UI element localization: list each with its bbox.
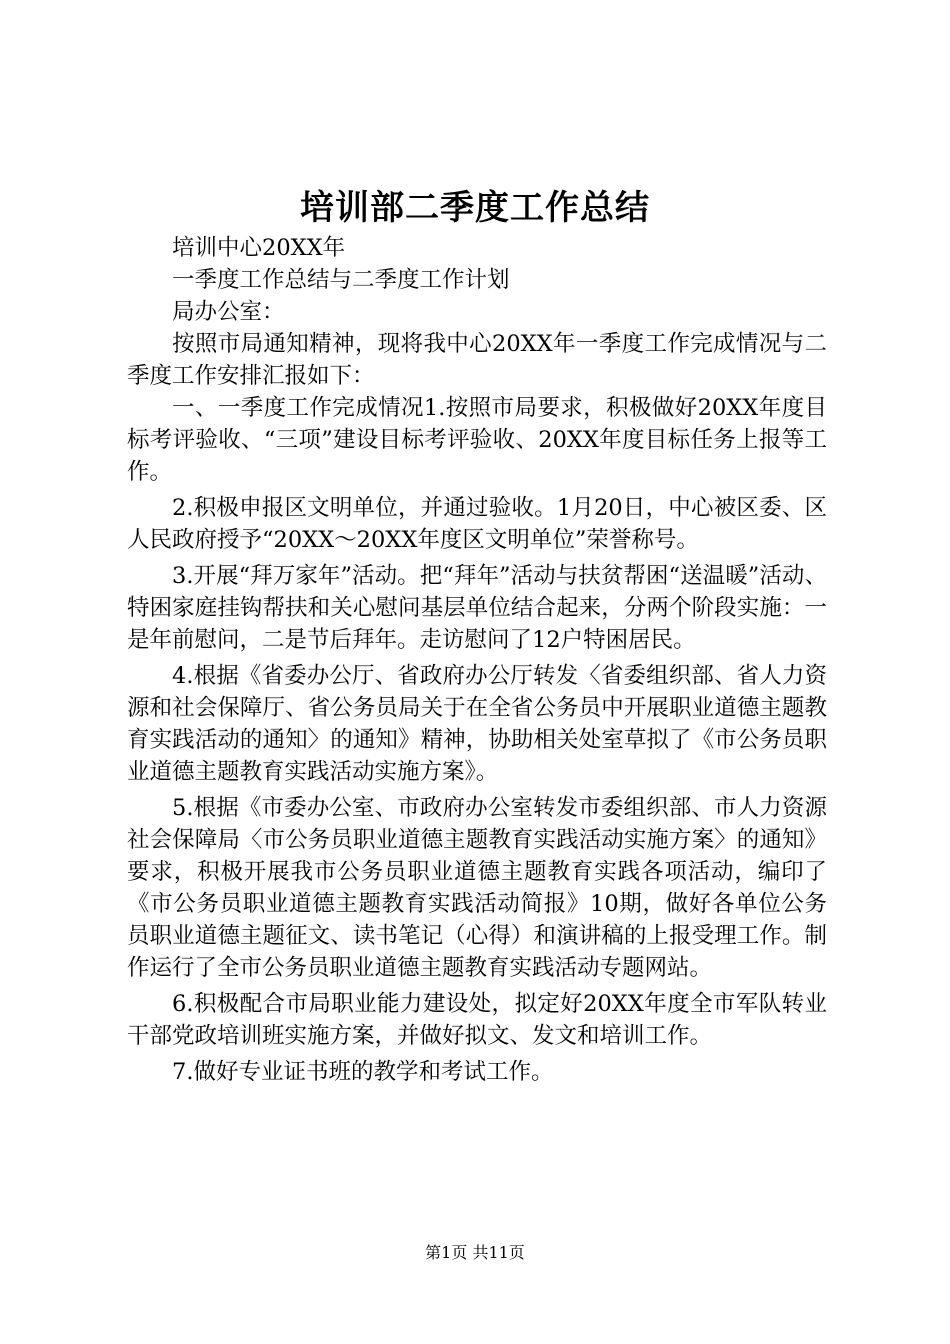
paragraph-item-1: 一、一季度工作完成情况1.按照市局要求，积极做好20XX年度目标考评验收、“三项”建设目标考评验收、20XX年度目标任务上报等工作。 (127, 395, 827, 485)
paragraph-item-7: 7.做好专业证书班的教学和考试工作。 (172, 1059, 554, 1085)
paragraph-item-3: 3.开展“拜万家年”活动。把“拜年”活动与扶贫帮困“送温暖”活动、特困家庭挂钩帮扶和关心慰问基层单位结合起来，分两个阶段实施：一是年前慰问，二是节后拜年。走访慰问了12户特困居民。 (127, 563, 827, 653)
paragraph-item-2: 2.积极申报区文明单位，并通过验收。1月20日，中心被区委、区人民政府授予“20XX～20XX年度区文明单位”荣誉称号。 (127, 495, 827, 553)
paragraph-subtitle: 一季度工作总结与二季度工作计划 (172, 267, 510, 293)
page-number-footer: 第1页 共11页 (425, 1243, 525, 1262)
document-title: 培训部二季度工作总结 (300, 188, 650, 228)
paragraph-addressee: 局办公室： (172, 299, 285, 325)
paragraph-intro: 按照市局通知精神，现将我中心20XX年一季度工作完成情况与二季度工作安排汇报如下： (127, 331, 827, 389)
paragraph-item-4: 4.根据《省委办公厅、省政府办公厅转发〈省委组织部、省人力资源和社会保障厅、省公务员局关于在全省公务员中开展职业道德主题教育实践活动的通知〉的通知》精神，协助相关处室草拟了《市公务员职业道德主题教育实践活动实施方案》。 (127, 663, 827, 785)
document-body (127, 232, 827, 1088)
paragraph-item-5: 5.根据《市委办公室、市政府办公室转发市委组织部、市人力资源社会保障局〈市公务员职业道德主题教育实践活动实施方案〉的通知》要求，积极开展我市公务员职业道德主题教育实践各项活动，编印了《市公务员职业道德主题教育实践活动简报》10期，做好各单位公务员职业道德主题征文、读书笔记（心得）和演讲稿的上报受理工作。制作运行了全市公务员职业道德主题教育实践活动专题网站。 (127, 795, 827, 981)
paragraph-item-6: 6.积极配合市局职业能力建设处，拟定好20XX年度全市军队转业干部党政培训班实施方案，并做好拟文、发文和培训工作。 (127, 991, 827, 1049)
paragraph-org-year: 培训中心20XX年 (172, 235, 346, 261)
